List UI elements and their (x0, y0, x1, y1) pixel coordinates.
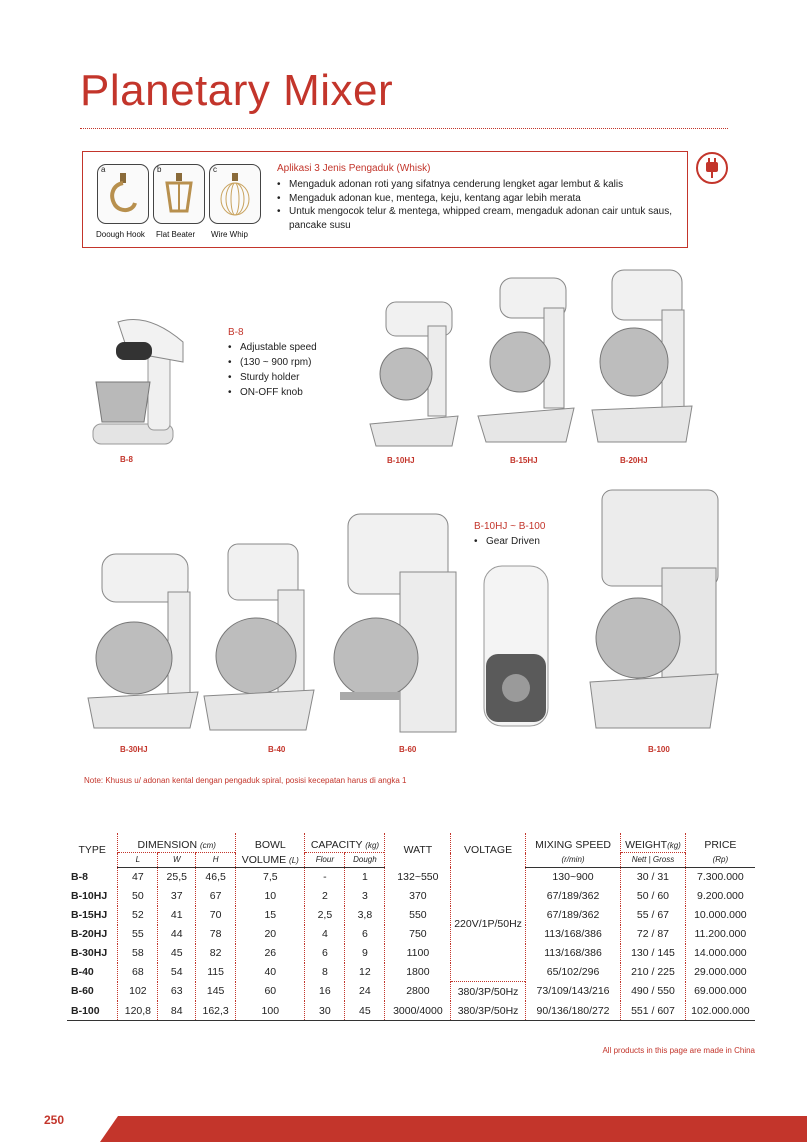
b8-spec (228, 325, 317, 400)
whisk-info-list (277, 178, 677, 232)
spec-table (67, 833, 755, 1021)
col-w: W (158, 853, 196, 868)
table-row: B-30HJ 58 45 82 26 6 9 1100 113/168/386 130 / 145 14.000.000 (67, 944, 755, 963)
electric-plug-icon (696, 152, 728, 184)
table-row: B-40 68 54 115 40 8 12 1800 65/102/296 210 / 225 29.000.000 (67, 963, 755, 982)
col-weight-sub: Nett | Gross (621, 853, 686, 868)
list-item: • Mengaduk adonan roti yang sifatnya cenderung lengket agar lembut & kalis (277, 178, 677, 192)
col-bowl: BOWL (236, 833, 305, 853)
list-item: • Mengaduk adonan kue, mentega, keju, kentang agar lebih merata (277, 192, 677, 206)
whisk-info-box (82, 151, 688, 248)
b10hj-mixer-image (366, 296, 462, 459)
page-title: Planetary Mixer (80, 66, 394, 115)
page-number: 250 (44, 1113, 65, 1127)
wire-whip-image: c (209, 164, 261, 224)
footer-bar (100, 1116, 807, 1142)
table-row: B-100 120,8 84 162,3 100 30 45 3000/4000 380/3P/50Hz 90/136/180/272 551 / 607 102.000.000 (67, 1001, 755, 1021)
col-watt: WATT (385, 833, 451, 867)
list-item: • Untuk mengocok telur & mentega, whipped cream, mengaduk adonan cair untuk saus, pancake susu (277, 205, 677, 232)
b20hj-mixer-image (590, 266, 694, 451)
b100-mixer-image (588, 488, 724, 745)
col-capacity: CAPACITY (kg) (305, 833, 385, 853)
b8-spec-title: B-8 (228, 327, 244, 338)
col-dimension: DIMENSION (cm) (118, 833, 236, 853)
title-divider (80, 128, 728, 129)
col-bowl-volume: VOLUME (L) (236, 853, 305, 868)
flat-beater-icon (159, 171, 199, 219)
flat-beater-label: Flat Beater (156, 230, 196, 239)
col-speed-unit: (r/min) (525, 853, 620, 868)
gear-spec-title: B-10HJ ~ B-100 (474, 521, 546, 532)
col-weight: WEIGHT(kg) (621, 833, 686, 853)
col-dough: Dough (345, 853, 385, 868)
b8-mixer-image (88, 312, 188, 457)
col-price-unit: (Rp) (685, 853, 755, 868)
voltage-220v: 220V/1P/50Hz (451, 867, 526, 982)
list-item: • (130 ~ 900 rpm) (228, 355, 317, 370)
col-voltage: VOLTAGE (451, 833, 526, 867)
whisk-info-title: Aplikasi 3 Jenis Pengaduk (Whisk) (277, 163, 431, 174)
b15hj-mixer-image (474, 272, 580, 453)
gear-drive-image (480, 562, 552, 735)
list-item: • Gear Driven (474, 534, 545, 549)
col-mixing-speed: MIXING SPEED (525, 833, 620, 853)
b30hj-mixer-image (86, 548, 202, 739)
col-type: TYPE (78, 844, 106, 856)
list-item: • Adjustable speed (228, 340, 317, 355)
dough-hook-icon (103, 171, 143, 219)
table-row: B-10HJ 50 37 67 10 2 3 370 67/189/362 50 / 60 9.200.000 (67, 887, 755, 906)
table-row: B-60 102 63 145 60 16 24 2800 380/3P/50Hz 73/109/143/216 490 / 550 69.000.000 (67, 982, 755, 1002)
b30hj-label: B-30HJ (120, 745, 148, 754)
b15hj-label: B-15HJ (510, 456, 538, 465)
gear-spec (474, 519, 545, 549)
wire-whip-icon (215, 171, 255, 219)
footer-note: All products in this page are made in China (602, 1046, 755, 1055)
b40-mixer-image (200, 540, 320, 739)
flat-beater-image: b (153, 164, 205, 224)
table-row: B-15HJ 52 41 70 15 2,5 3,8 550 67/189/362 55 / 67 10.000.000 (67, 906, 755, 925)
list-item: • ON-OFF knob (228, 385, 317, 400)
note-text: Note: Khusus u/ adonan kental dengan pengaduk spiral, posisi kecepatan harus di angka 1 (84, 776, 407, 785)
dough-hook-label: Doough Hook (96, 230, 145, 239)
b40-label: B-40 (268, 745, 286, 754)
col-h: H (196, 853, 236, 868)
col-flour: Flour (305, 853, 345, 868)
b100-label: B-100 (648, 745, 670, 754)
col-l: L (118, 853, 158, 868)
b10hj-label: B-10HJ (387, 456, 415, 465)
table-row: B-8 47 25,5 46,5 7,5 - 1 132~550 220V/1P/50Hz 130~900 30 / 31 7.300.000 (67, 867, 755, 887)
b60-mixer-image (330, 512, 470, 741)
b20hj-label: B-20HJ (620, 456, 648, 465)
b60-label: B-60 (399, 745, 417, 754)
b8-label: B-8 (120, 455, 133, 464)
table-row: B-20HJ 55 44 78 20 4 6 750 113/168/386 72 / 87 11.200.000 (67, 925, 755, 944)
col-price: PRICE (685, 833, 755, 853)
list-item: • Sturdy holder (228, 370, 317, 385)
dough-hook-image: a (97, 164, 149, 224)
wire-whip-label: Wire Whip (211, 230, 248, 239)
